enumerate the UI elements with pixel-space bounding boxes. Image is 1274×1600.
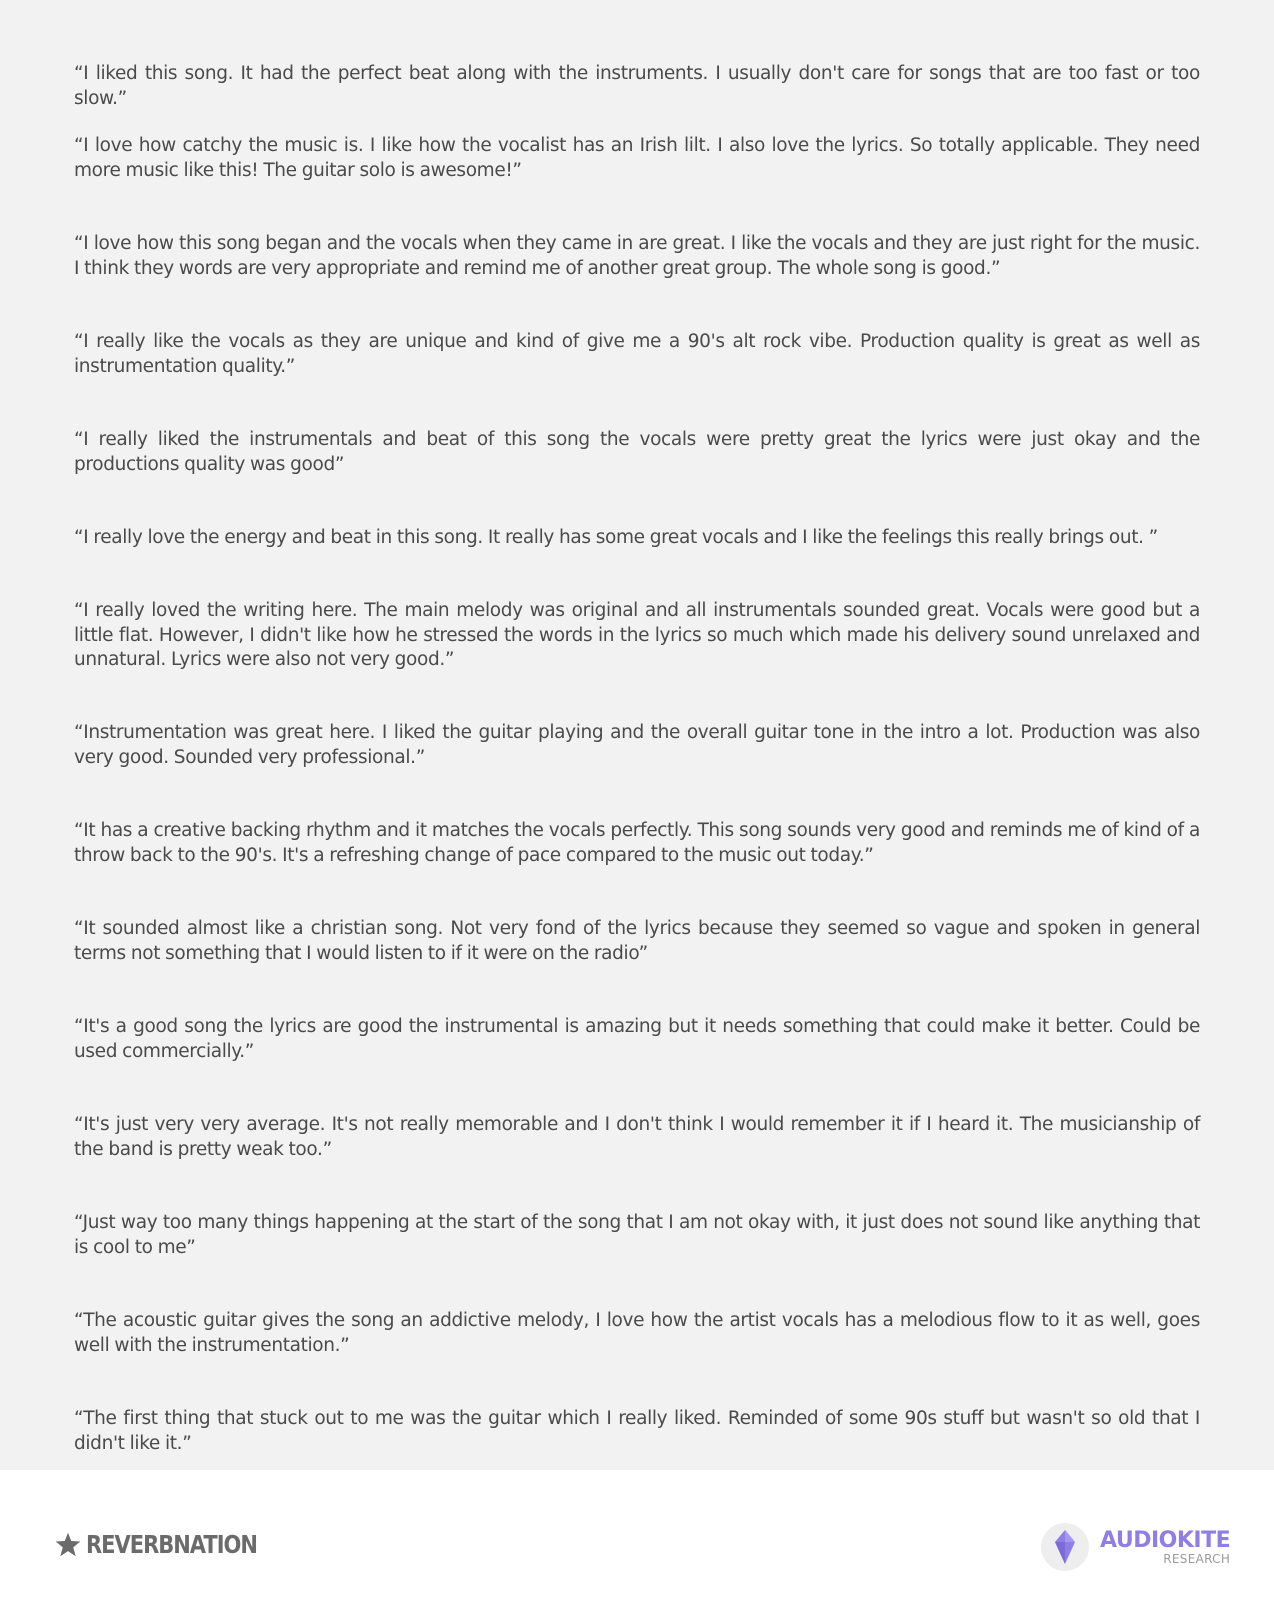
reverbnation-wordmark: REVERBNATION bbox=[86, 1530, 257, 1559]
quote-10: “It sounded almost like a christian song. Not very fond of the lyrics because they seemed so vague and spoken in general terms not something that I would listen to if it were on the radio” bbox=[74, 918, 1200, 964]
star-icon bbox=[54, 1531, 82, 1559]
quote-7: “I really loved the writing here. The main melody was original and all instrumentals sounded great. Vocals were good but a little flat. However, I didn't like how he stressed the words in the lyrics so much which made his delivery sound unrelaxed and unnatural. Lyrics were also not very good.” bbox=[74, 600, 1200, 670]
quote-3: “I love how this song began and the vocals when they came in are great. I like the vocals and they are just right for the music. I think they words are very appropriate and remind me of another great group. The whole song is good.” bbox=[74, 233, 1200, 279]
quote-9: “It has a creative backing rhythm and it matches the vocals perfectly. This song sounds very good and reminds me of kind of a throw back to the 90's. It's a refreshing change of pace compared to the music out today.” bbox=[74, 820, 1200, 866]
quote-8: “Instrumentation was great here. I liked the guitar playing and the overall guitar tone in the intro a lot. Production was also very good. Sounded very professional.” bbox=[74, 722, 1200, 768]
quote-13: “Just way too many things happening at the start of the song that I am not okay with, it just does not sound like anything that is cool to me” bbox=[74, 1212, 1200, 1258]
quote-2: “I love how catchy the music is. I like how the vocalist has an Irish lilt. I also love the lyrics. So totally applicable. They need more music like this! The guitar solo is awesome!” bbox=[74, 135, 1200, 181]
quote-4: “I really like the vocals as they are unique and kind of give me a 90's alt rock vibe. Production quality is great as well as instrumentation quality.” bbox=[74, 331, 1200, 377]
quote-6: “I really love the energy and beat in this song. It really has some great vocals and I like the feelings this really brings out. ” bbox=[74, 527, 1158, 548]
quote-1: “I liked this song. It had the perfect beat along with the instruments. I usually don't care for songs that are too fast or too slow.” bbox=[74, 63, 1200, 109]
audiokite-logo bbox=[1040, 1522, 1230, 1572]
reverbnation-logo bbox=[54, 1530, 290, 1559]
audiokite-subtitle: RESEARCH bbox=[1163, 1551, 1231, 1566]
audiokite-wordmark: AUDIOKITE bbox=[1100, 1527, 1231, 1553]
quote-15: “The first thing that stuck out to me was the guitar which I really liked. Reminded of some 90s stuff but wasn't so old that I didn't like it.” bbox=[74, 1408, 1200, 1454]
diamond-icon bbox=[1040, 1522, 1090, 1572]
quote-14: “The acoustic guitar gives the song an addictive melody, I love how the artist vocals has a melodious flow to it as well, goes well with the instrumentation.” bbox=[74, 1310, 1200, 1356]
quote-5: “I really liked the instrumentals and beat of this song the vocals were pretty great the lyrics were just okay and the productions quality was good” bbox=[74, 429, 1200, 475]
quote-11: “It's a good song the lyrics are good the instrumental is amazing but it needs something that could make it better. Could be used commercially.” bbox=[74, 1016, 1200, 1062]
quote-12: “It's just very very average. It's not really memorable and I don't think I would remember it if I heard it. The musicianship of the band is pretty weak too.” bbox=[74, 1114, 1200, 1160]
footer bbox=[0, 1470, 1274, 1600]
